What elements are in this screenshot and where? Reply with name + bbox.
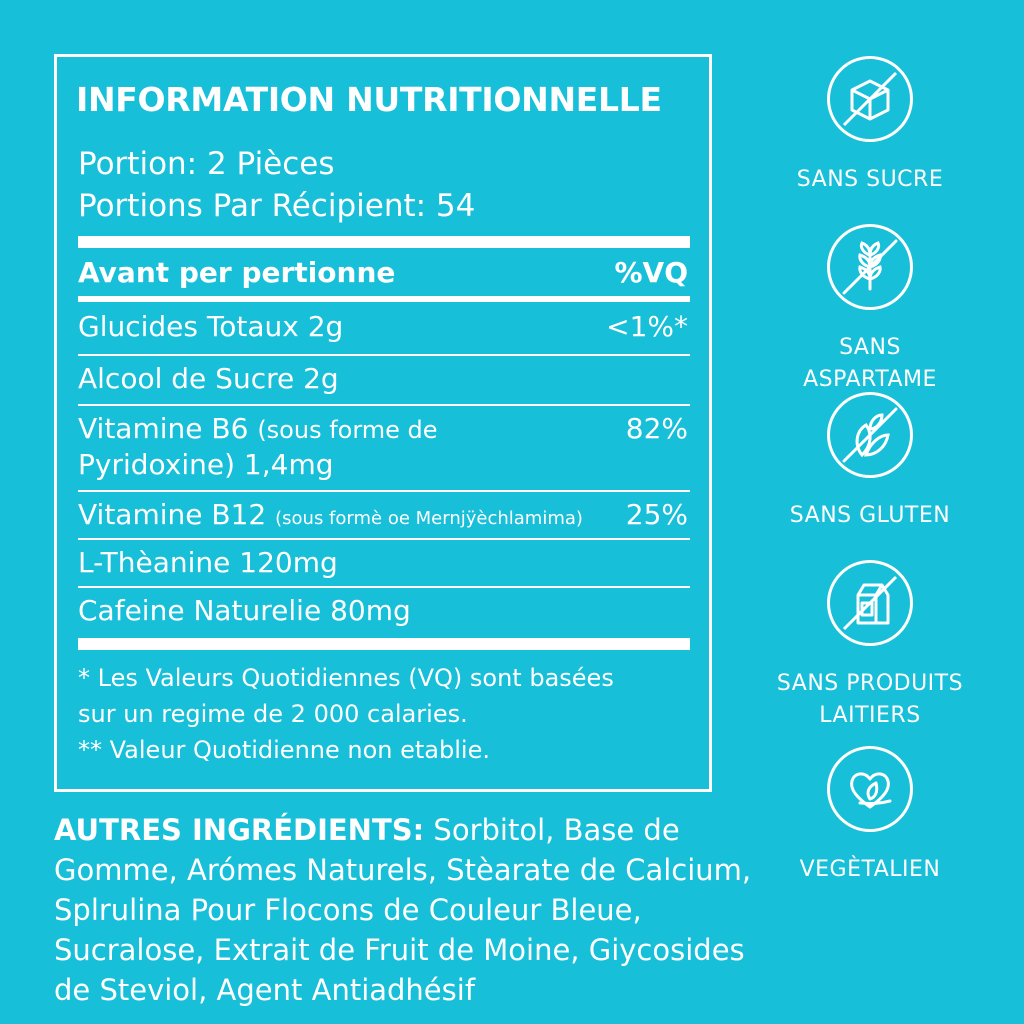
leaf-icon — [827, 392, 913, 478]
nutrient-carbs-dv: <1%* — [606, 310, 688, 343]
badge-dairy-free — [770, 560, 970, 732]
badge-gluten-free-label: SANS GLUTEN — [789, 503, 951, 528]
row-divider — [78, 490, 690, 492]
nutrition-title: INFORMATION NUTRITIONNELLE — [76, 80, 662, 119]
divider-thick — [78, 236, 690, 248]
footnote-dv-line2: sur un regime de 2 000 calaries. — [78, 700, 468, 728]
badge-dairy-free-label-line1: SANS PRODUITS — [776, 671, 964, 696]
badge-dairy-free-label-line2: LAITIERS — [819, 703, 921, 728]
ingredients-list: Sorbitol, Base de Gomme, Arómes Naturels, Stèarate de Calcium, Splrulina Pour Flocons de Couleur Bleue, Sucralose, Extrait de Fruit de Moine, Giycosides de Steviol, Agent Antiadhésif — [54, 813, 752, 1007]
row-divider — [78, 404, 690, 406]
servings-per-container: Portions Par Récipient: 54 — [78, 188, 476, 224]
daily-value-header: %VQ — [614, 256, 688, 289]
badge-dairy-free-label — [770, 668, 970, 732]
badge-sugar-free-label: SANS SUCRE — [796, 167, 944, 192]
nutrient-b6-name: Vitamine B6 — [78, 412, 249, 445]
badge-sugar-free — [770, 56, 970, 196]
amount-per-serving-header: Avant per pertionne — [78, 256, 396, 289]
nutrient-b6 — [78, 412, 438, 445]
row-divider — [78, 586, 690, 588]
badge-aspartame-free-label: SANS ASPARTAME — [803, 335, 937, 392]
badge-gluten-free — [770, 392, 970, 532]
nutrient-theanine: L-Thèanine 120mg — [78, 546, 338, 579]
sugar-cube-icon — [827, 56, 913, 142]
heart-leaf-icon — [827, 746, 913, 832]
wheat-icon — [827, 224, 913, 310]
nutrient-b12-form: (sous formè oe Mernjÿèchlamima) — [275, 508, 583, 529]
badge-vegan-label: VEGÈTALIEN — [799, 857, 941, 882]
footnote-dv-line1: * Les Valeurs Quotidiennes (VQ) sont basées — [78, 664, 614, 692]
badge-aspartame-free — [770, 224, 970, 396]
nutrient-b12-dv: 25% — [625, 498, 688, 531]
row-divider — [78, 354, 690, 356]
row-divider — [78, 538, 690, 540]
footnote-not-established: ** Valeur Quotidienne non etablie. — [78, 736, 490, 764]
portion-size: Portion: 2 Pièces — [78, 146, 335, 182]
divider-medium — [78, 296, 690, 302]
nutrient-b12 — [78, 498, 583, 531]
nutrient-caffeine: Cafeine Naturelie 80mg — [78, 594, 411, 627]
badge-vegan — [770, 746, 970, 886]
nutrient-b6-form: (sous forme de — [257, 416, 438, 444]
other-ingredients — [54, 810, 754, 1010]
divider-thick — [78, 638, 690, 650]
nutrient-carbs: Glucides Totaux 2g — [78, 310, 344, 343]
nutrient-b6-line2: Pyridoxine) 1,4mg — [78, 448, 334, 481]
nutrient-b6-dv: 82% — [625, 412, 688, 445]
milk-carton-icon — [827, 560, 913, 646]
nutrient-b12-name: Vitamine B12 — [78, 498, 267, 531]
nutrient-sugar-alcohol: Alcool de Sucre 2g — [78, 362, 339, 395]
ingredients-label: AUTRES INGRÉDIENTS: — [54, 813, 425, 847]
